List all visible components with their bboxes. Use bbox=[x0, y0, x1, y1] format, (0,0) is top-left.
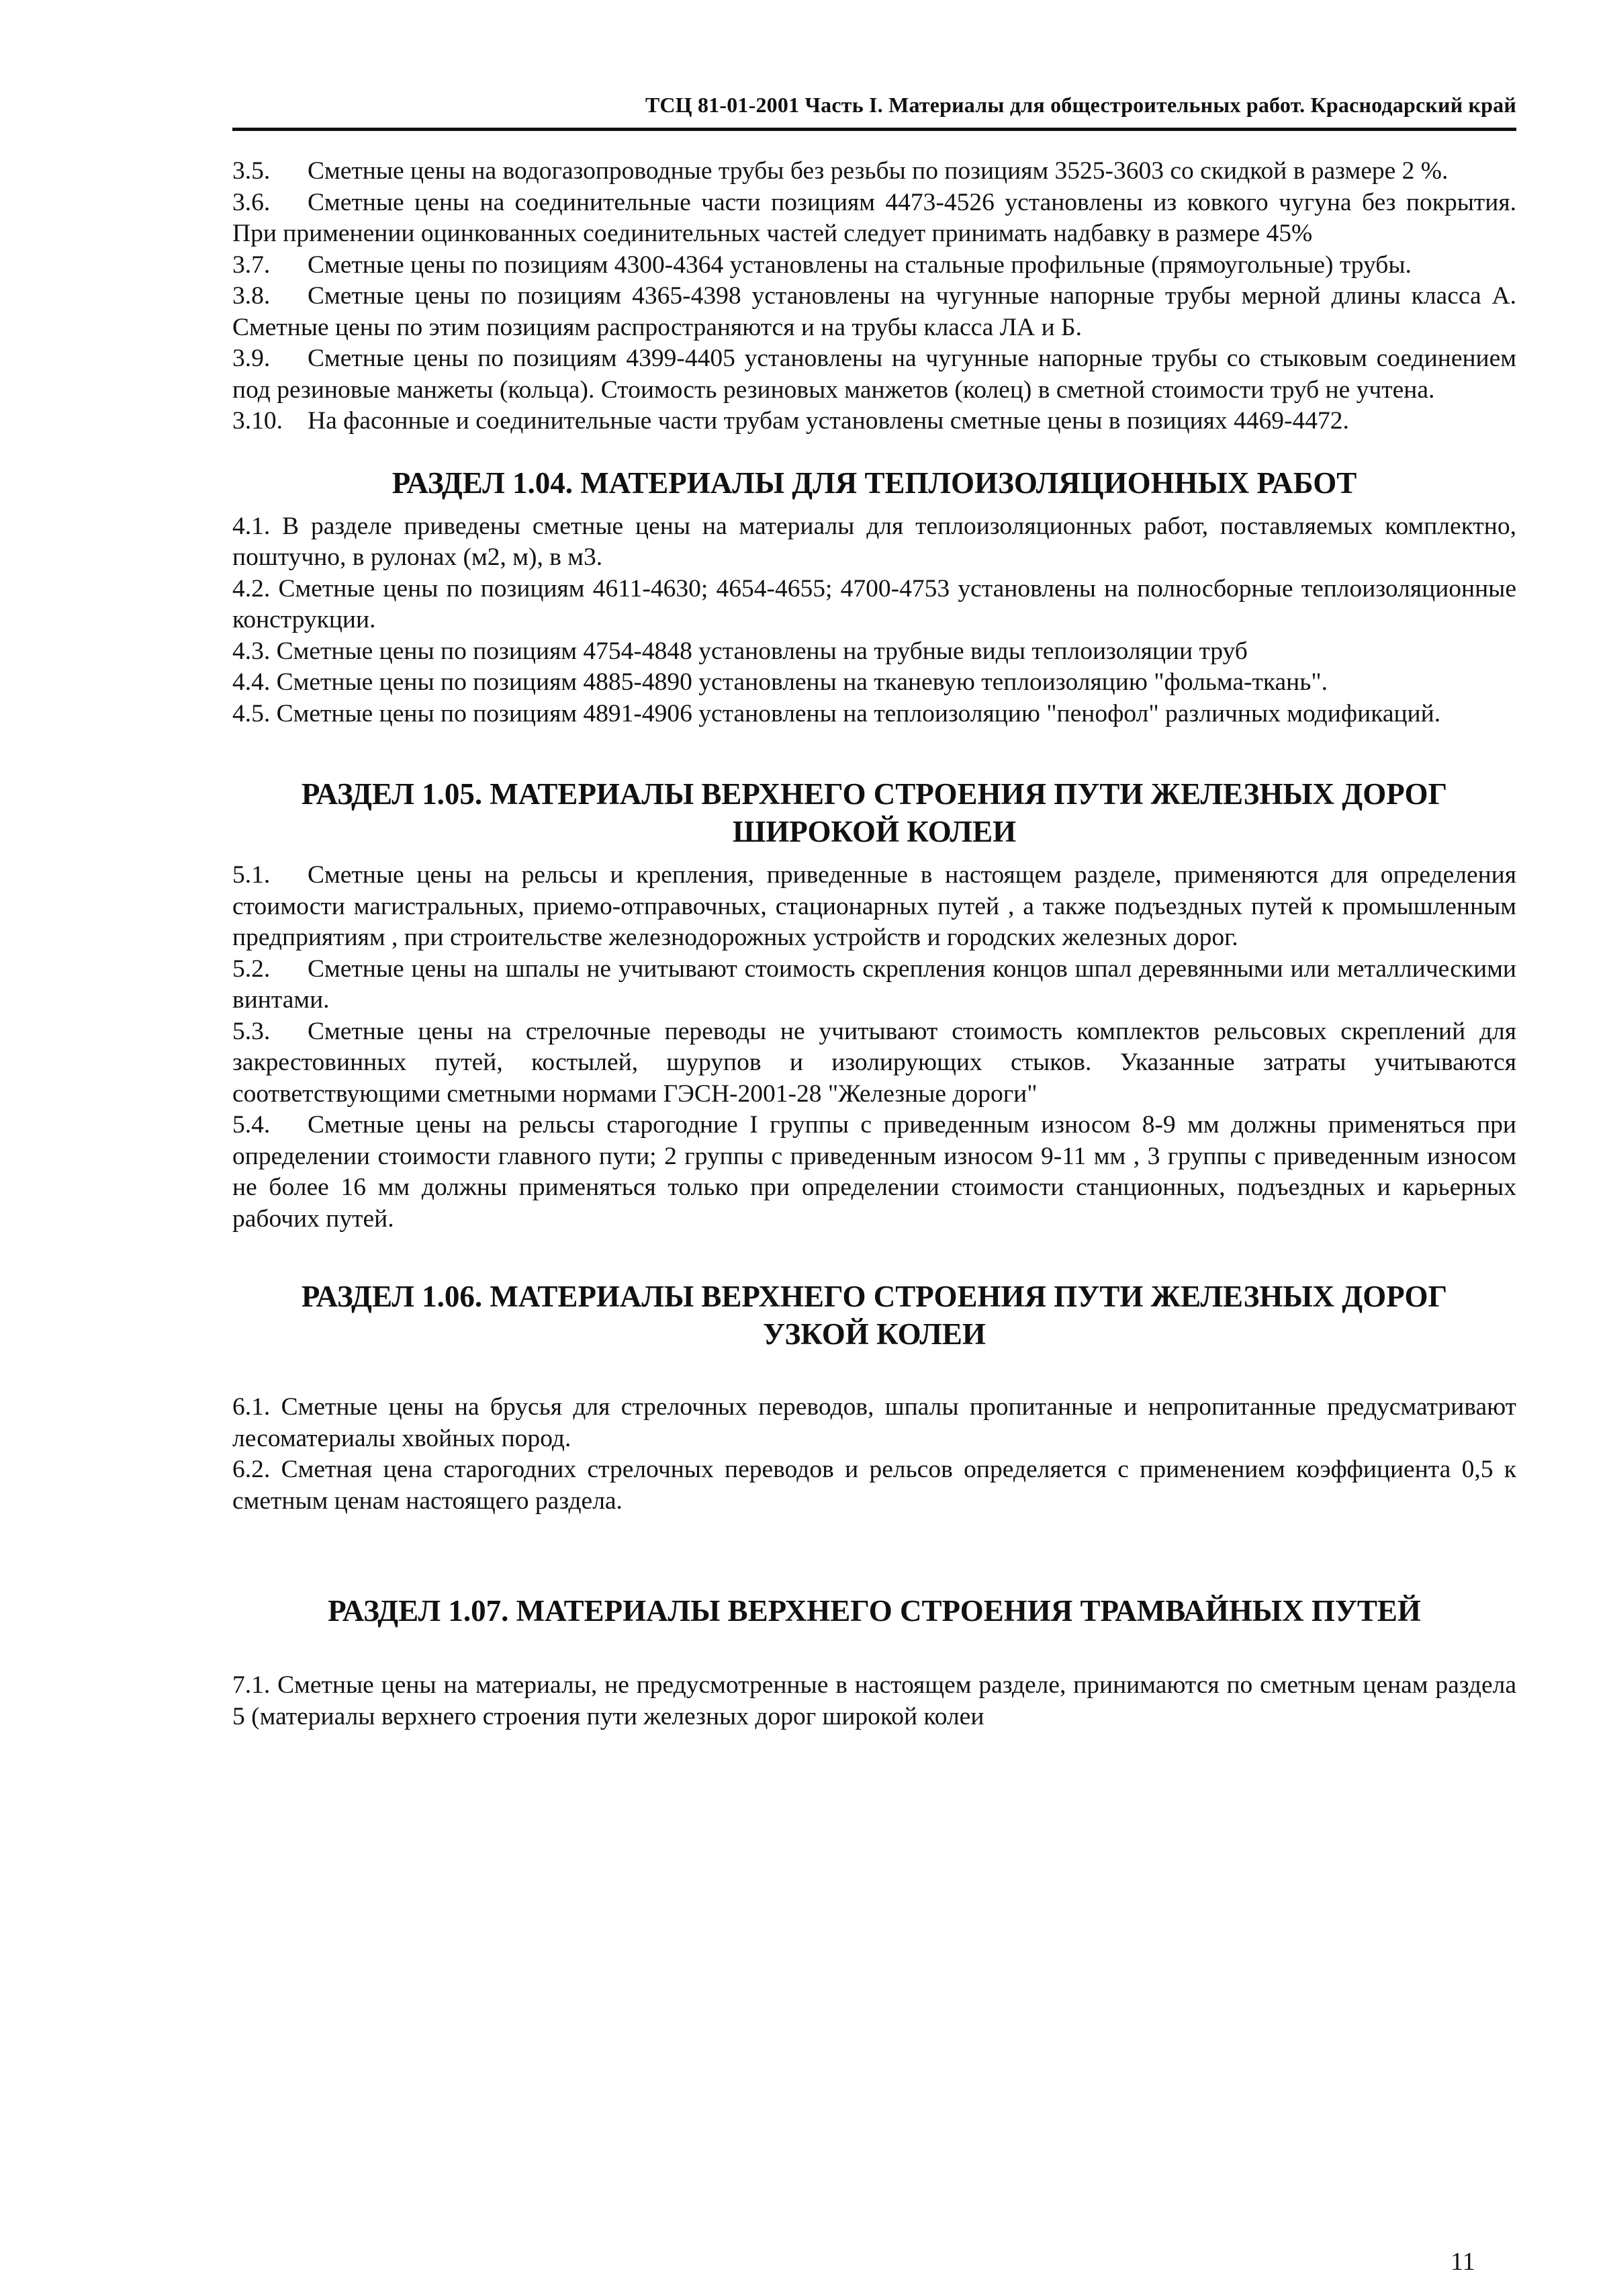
paragraph-text: Сметные цены на стрелочные переводы не учитывают стоимость комплектов рельсовых скреплений для закрестовинных путей, костылей, шурупов и изолирующих стыков. Указанные затраты учитываются соответствующими сметными нормами ГЭСН-2001-28 "Железные дороги" bbox=[232, 1017, 1516, 1108]
paragraph-number: 6.2. bbox=[232, 1456, 271, 1483]
paragraph-4-3 bbox=[232, 636, 1516, 668]
paragraph-text: Сметные цены по позициям 4365-4398 установлены на чугунные напорные трубы мерной длины класса А. Сметные цены по этим позициям распространяются и на трубы класса ЛА и Б. bbox=[232, 282, 1516, 341]
paragraph-number: 3.7. bbox=[232, 251, 271, 279]
paragraph-text: В разделе приведены сметные цены на материалы для теплоизоляционных работ, поставляемых комплектно, поштучно, в рулонах (м2, м), в м3. bbox=[232, 512, 1517, 571]
paragraph-3-9 bbox=[232, 343, 1516, 406]
paragraph-text: Сметные цены по позициям 4891-4906 установлены на теплоизоляцию "пенофол" различных модификаций. bbox=[276, 699, 1441, 727]
paragraph-number: 5.2. bbox=[232, 955, 271, 983]
paragraph-text: Сметные цены по позициям 4611-4630; 4654-4655; 4700-4753 установлены на полносборные теплоизоляционные конструкции. bbox=[232, 574, 1517, 633]
paragraph-5-1 bbox=[232, 860, 1516, 954]
section-title-1-06-line1: РАЗДЕЛ 1.06. МАТЕРИАЛЫ ВЕРХНЕГО СТРОЕНИЯ ПУТИ ЖЕЛЕЗНЫХ ДОРОГ bbox=[301, 1280, 1448, 1313]
paragraph-number: 3.6. bbox=[232, 188, 271, 216]
section-title-1-07: РАЗДЕЛ 1.07. МАТЕРИАЛЫ ВЕРХНЕГО СТРОЕНИЯ ТРАМВАЙНЫХ ПУТЕЙ bbox=[328, 1594, 1421, 1628]
paragraph-text: Сметные цены на рельсы старогодние I группы с приведенным износом 8-9 мм должны применяться при определении стоимости главного пути; 2 группы с приведенным износом 9-11 мм , 3 группы с приведенным износом не более 16 мм должны применяться только при определении стоимости станционных, подъездных и карьерных рабочих путей. bbox=[232, 1111, 1516, 1233]
paragraph-3-7 bbox=[232, 250, 1516, 281]
paragraph-number: 4.4. bbox=[232, 668, 271, 696]
paragraph-5-2 bbox=[232, 954, 1516, 1016]
paragraph-text: Сметные цены на рельсы и крепления, приведенные в настоящем разделе, применяются для определения стоимости магистральных, приемо-отправочных, стационарных путей , а также подъездных путей к промышленным предприятиям , при строительстве железнодорожных устройств и городских железных дорог. bbox=[232, 861, 1516, 951]
paragraph-text: Сметные цены на водогазопроводные трубы без резьбы по позициям 3525-3603 со скидкой в размере 2 %. bbox=[308, 157, 1449, 185]
paragraph-number: 5.3. bbox=[232, 1017, 271, 1045]
paragraph-5-3 bbox=[232, 1016, 1516, 1110]
page-content bbox=[232, 156, 1516, 1732]
paragraph-text: Сметная цена старогодних стрелочных переводов и рельсов определяется с применением коэффициента 0,5 к сметным ценам настоящего раздела. bbox=[232, 1456, 1517, 1515]
paragraph-5-4 bbox=[232, 1110, 1516, 1235]
paragraph-7-1 bbox=[232, 1670, 1516, 1732]
section-5-items bbox=[232, 860, 1516, 1235]
paragraph-text: Сметные цены на материалы, не предусмотренные в настоящем разделе, принимаются по сметным ценам раздела 5 (материалы верхнего строения пути железных дорог широкой колеи bbox=[232, 1671, 1517, 1730]
section-title-1-05-line1: РАЗДЕЛ 1.05. МАТЕРИАЛЫ ВЕРХНЕГО СТРОЕНИЯ ПУТИ ЖЕЛЕЗНЫХ ДОРОГ bbox=[301, 777, 1448, 811]
paragraph-number: 4.2. bbox=[232, 574, 271, 603]
paragraph-4-1 bbox=[232, 511, 1516, 574]
paragraph-6-1 bbox=[232, 1392, 1516, 1454]
paragraph-number: 7.1. bbox=[232, 1671, 271, 1699]
paragraph-number: 4.1. bbox=[232, 512, 271, 540]
section-title-1-05-line2: ШИРОКОЙ КОЛЕИ bbox=[732, 815, 1017, 848]
paragraph-3-8 bbox=[232, 281, 1516, 343]
paragraph-text: Сметные цены на соединительные части позициям 4473-4526 установлены из ковкого чугуна без покрытия. При применении оцинкованных соединительных частей следует принимать надбавку в размере 45% bbox=[232, 188, 1516, 247]
paragraph-number: 3.10. bbox=[232, 407, 283, 435]
paragraph-text: Сметные цены по позициям 4300-4364 установлены на стальные профильные (прямоугольные) трубы. bbox=[308, 251, 1412, 279]
paragraph-text: Сметные цены по позициям 4754-4848 установлены на трубные виды теплоизоляции труб bbox=[276, 637, 1248, 665]
paragraph-text: Сметные цены по позициям 4399-4405 установлены на чугунные напорные трубы со стыковым соединением под резиновые манжеты (кольца). Стоимость резиновых манжетов (колец) в сметной стоимости труб не учтена. bbox=[232, 345, 1516, 404]
paragraph-6-2 bbox=[232, 1454, 1516, 1517]
paragraph-3-10 bbox=[232, 406, 1516, 437]
paragraph-3-5 bbox=[232, 156, 1516, 187]
paragraph-3-6 bbox=[232, 187, 1516, 250]
running-header: ТСЦ 81-01-2001 Часть I. Материалы для общестроительных работ. Краснодарский край bbox=[645, 93, 1516, 117]
paragraph-4-2 bbox=[232, 574, 1516, 636]
paragraph-number: 3.5. bbox=[232, 157, 271, 185]
section-title-1-04: РАЗДЕЛ 1.04. МАТЕРИАЛЫ ДЛЯ ТЕПЛОИЗОЛЯЦИОННЫХ РАБОТ bbox=[392, 466, 1357, 500]
paragraph-number: 3.8. bbox=[232, 282, 271, 310]
section-7-items bbox=[232, 1670, 1516, 1732]
paragraph-text: Сметные цены на шпалы не учитывают стоимость скрепления концов шпал деревянными или металлическими винтами. bbox=[232, 955, 1516, 1014]
section-4-items bbox=[232, 511, 1516, 730]
paragraph-text: Сметные цены по позициям 4885-4890 установлены на тканевую теплоизоляцию "фольма-ткань". bbox=[276, 668, 1328, 696]
paragraph-4-4 bbox=[232, 667, 1516, 699]
paragraph-number: 5.1. bbox=[232, 861, 271, 889]
section-3-items bbox=[232, 156, 1516, 437]
section-title-1-06-line2: УЗКОЙ КОЛЕИ bbox=[763, 1317, 986, 1351]
paragraph-text: Сметные цены на брусья для стрелочных переводов, шпалы пропитанные и непропитанные предусматривают лесоматериалы хвойных пород. bbox=[232, 1393, 1516, 1452]
page-number: 11 bbox=[1451, 2248, 1475, 2276]
paragraph-number: 4.3. bbox=[232, 637, 271, 665]
header-rule bbox=[232, 128, 1516, 131]
paragraph-number: 4.5. bbox=[232, 699, 271, 727]
paragraph-number: 5.4. bbox=[232, 1111, 271, 1139]
paragraph-4-5 bbox=[232, 699, 1516, 730]
paragraph-number: 3.9. bbox=[232, 345, 271, 372]
section-6-items bbox=[232, 1392, 1516, 1517]
paragraph-number: 6.1. bbox=[232, 1393, 271, 1421]
paragraph-text: На фасонные и соединительные части трубам установлены сметные цены в позициях 4469-4472. bbox=[308, 407, 1349, 435]
